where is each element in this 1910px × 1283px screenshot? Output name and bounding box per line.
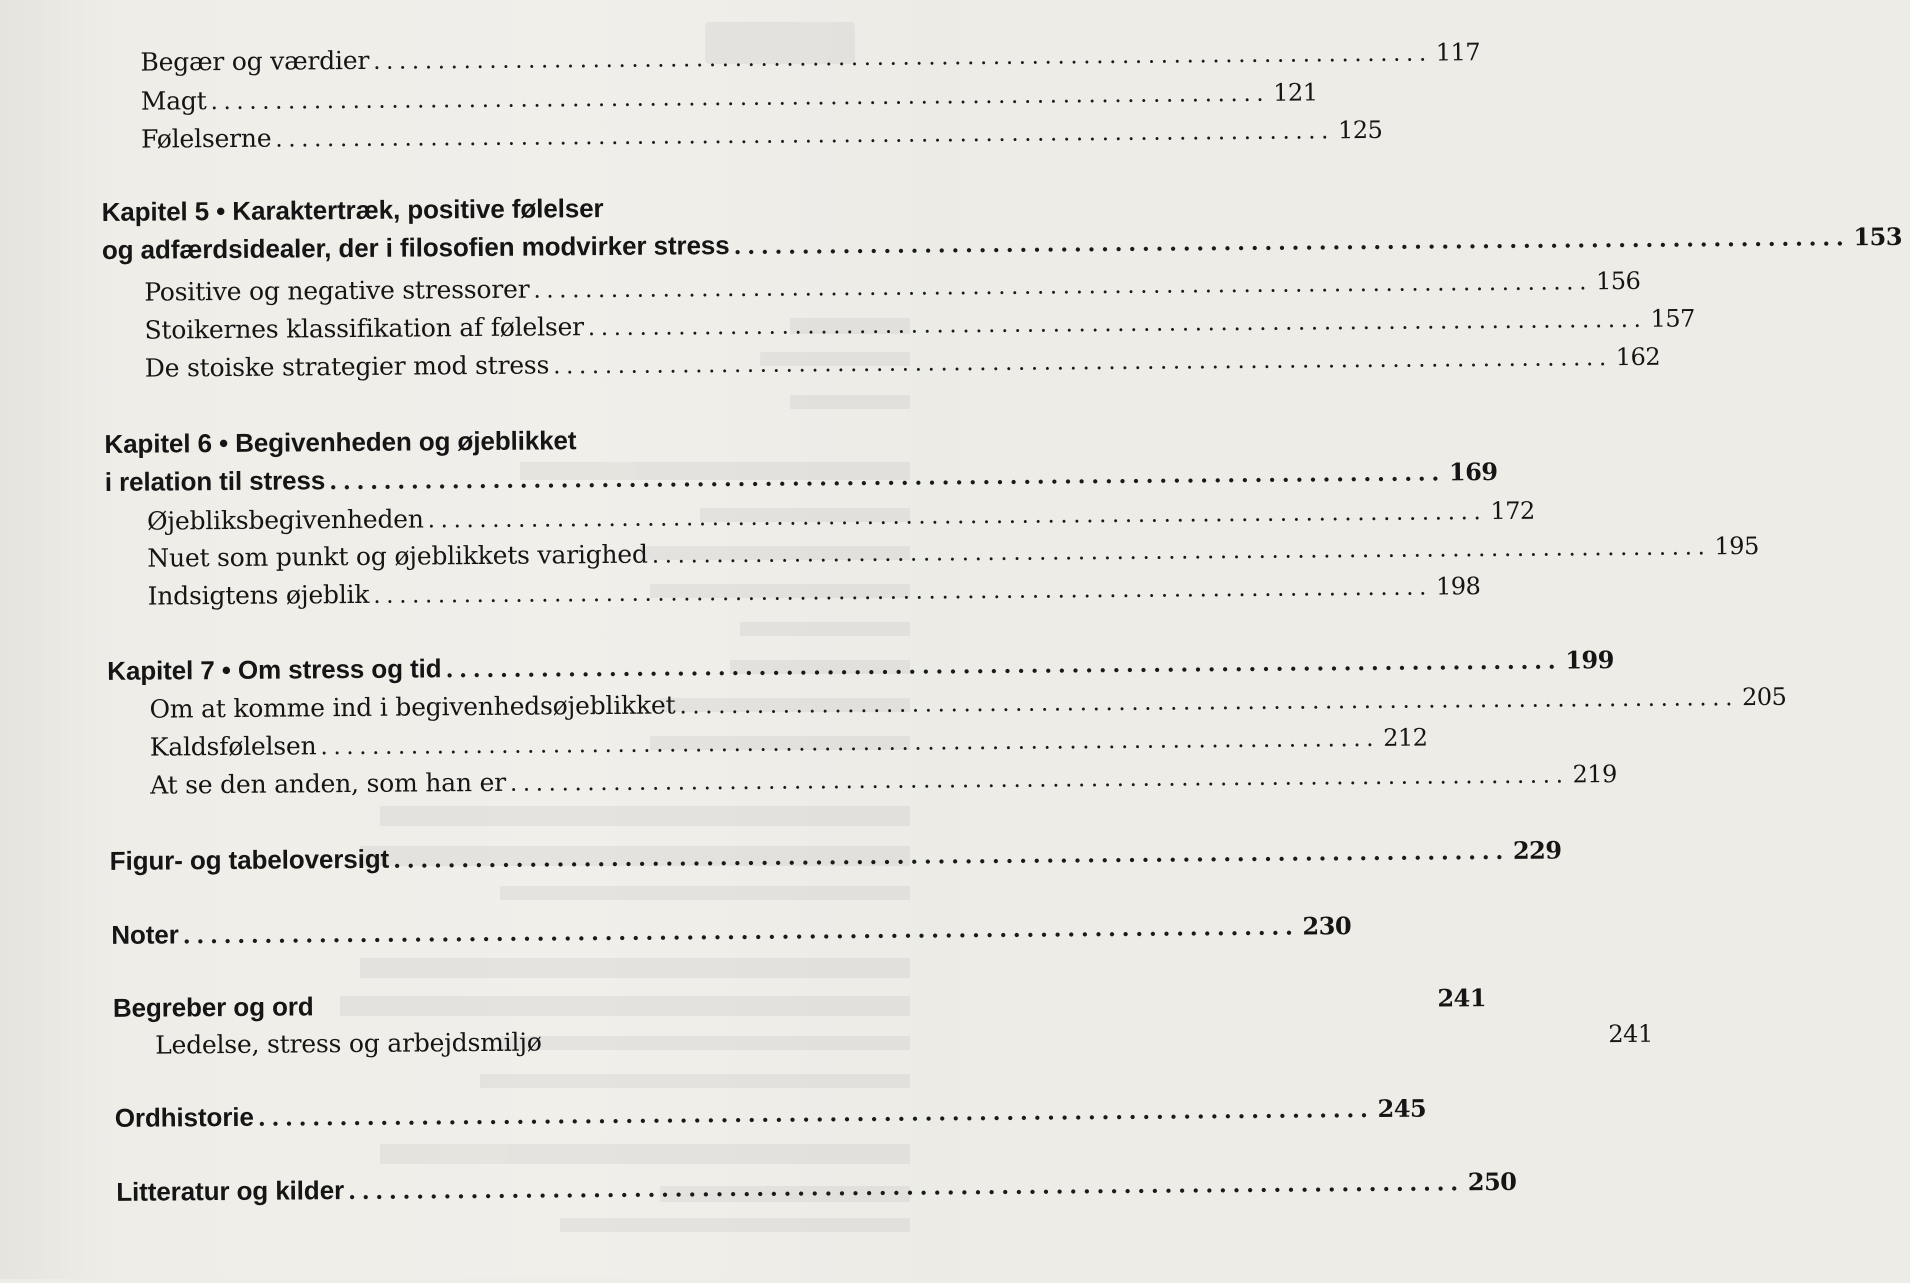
chapter-page: 169 <box>1448 457 1498 487</box>
toc-entry-page: 205 <box>1741 682 1787 712</box>
toc-entry-page: 212 <box>1383 723 1428 752</box>
toc-entry[interactable] <box>146 496 1535 536</box>
chapter-page: 153 <box>1853 221 1903 252</box>
toc-entry[interactable] <box>144 342 1661 383</box>
section-heading: Ordhistorie <box>114 1101 254 1133</box>
section-page: 250 <box>1467 1166 1517 1197</box>
toc-entry-page: 121 <box>1273 78 1318 107</box>
dot-leader: .................................................................................. <box>651 534 1711 569</box>
dot-leader: .................................................................................. <box>329 459 1446 496</box>
toc-entry-title: Indsigtens øjeblik <box>147 579 370 611</box>
section-heading-entry[interactable] <box>112 983 1487 1024</box>
dot-leader: .................................................................................. <box>393 837 1510 874</box>
toc-entry[interactable] <box>149 723 1428 762</box>
section-page: 245 <box>1377 1093 1427 1123</box>
dot-leader: .................................................................................. <box>373 574 1433 609</box>
toc-entry-title: Positive og negative stressorer <box>144 274 530 307</box>
dot-leader: .................................................................................. <box>553 345 1612 380</box>
chapter-heading: Kapitel 5 • Karaktertræk, positive følelser <box>101 193 604 227</box>
toc-entry[interactable] <box>150 760 1617 800</box>
section-page: 241 <box>1437 983 1487 1013</box>
section-heading: Figur- og tabeloversigt <box>109 843 390 876</box>
chapter-heading-line: i relation til stress <box>104 465 326 497</box>
dot-leader: .................................................................................. <box>257 1095 1374 1132</box>
section-heading-entry[interactable] <box>114 1093 1427 1134</box>
chapter-heading-line: og adfærdsidealer, der i filosofien modvirker stress <box>101 230 730 265</box>
chapter-page: 199 <box>1565 645 1615 675</box>
dot-leader: .................................................................................. <box>679 685 1739 720</box>
chapter-heading: Kapitel 6 • Begivenheden og øjeblikket <box>104 425 577 459</box>
toc-entry[interactable] <box>140 38 1481 77</box>
section-heading: Litteratur og kilder <box>116 1175 345 1207</box>
dot-leader: .................................................................................. <box>445 647 1562 684</box>
toc-entry[interactable] <box>140 78 1318 116</box>
toc-entry-page: 157 <box>1650 304 1695 333</box>
section-heading: Noter <box>111 919 179 950</box>
dot-leader: .................................................................................. <box>210 80 1270 116</box>
dot-leader: .................................................................................. <box>733 224 1850 260</box>
chapter-heading-line: Kapitel 7 • Om stress og tid <box>107 653 442 686</box>
toc-entry-page: 219 <box>1572 760 1617 789</box>
dot-leader: .................................................................................. <box>275 118 1335 153</box>
section-heading-entry[interactable] <box>116 1166 1517 1208</box>
chapter-heading-entry[interactable] <box>107 645 1615 687</box>
dot-leader: .................................................................................. <box>373 40 1432 75</box>
toc-entry-title: Følelserne <box>140 123 272 154</box>
section-heading-entry[interactable] <box>111 911 1352 951</box>
section-heading-entry[interactable] <box>109 835 1562 877</box>
toc-entry-title: Om at komme ind i begivenhedsøjeblikket <box>149 690 676 724</box>
dot-leader: .................................................................................. <box>320 725 1380 761</box>
chapter-heading-entry[interactable] <box>101 221 1903 266</box>
section-heading: Begreber og ord <box>112 991 314 1023</box>
toc-entry-page: 241 <box>1608 1019 1653 1049</box>
toc-entry-page: 198 <box>1435 572 1481 601</box>
toc-entry-title: De stoiske strategier mod stress <box>144 350 550 383</box>
toc-entry[interactable] <box>147 531 1759 573</box>
dot-leader: .................................................................................. <box>509 762 1569 797</box>
toc-entry-title: Nuet som punkt og øjeblikkets varighed <box>147 539 648 573</box>
toc-entry[interactable] <box>144 266 1641 307</box>
toc-entry-title: Magt <box>140 86 207 116</box>
toc-entry-title: Ledelse, stress og arbejdsmiljø <box>155 1027 542 1060</box>
toc-entry-title: Kaldsfølelsen <box>149 731 317 762</box>
toc-entry-page: 162 <box>1615 342 1661 372</box>
toc-entry-title: At se den anden, som han er <box>150 767 507 800</box>
dot-leader: .................................................................................. <box>533 269 1593 304</box>
toc-entry[interactable] <box>149 682 1787 724</box>
dot-leader: .................................................................................. <box>347 1169 1464 1206</box>
toc-entry[interactable] <box>147 572 1481 611</box>
section-page: 229 <box>1512 835 1562 865</box>
toc-entry-page: 156 <box>1595 266 1641 296</box>
toc-entry-page: 172 <box>1490 496 1535 526</box>
chapter-heading-entry[interactable] <box>104 457 1498 498</box>
dot-leader: .................................................................................. <box>182 913 1299 950</box>
toc-entry-page: 117 <box>1435 38 1481 67</box>
toc-entry[interactable] <box>140 115 1383 154</box>
toc-entry[interactable] <box>155 1019 1653 1060</box>
section-page: 230 <box>1302 911 1352 941</box>
dot-leader: .................................................................................. <box>587 306 1647 342</box>
toc-entry-title: Øjebliksbegivenheden <box>146 504 424 536</box>
toc-entry-page: 125 <box>1337 115 1383 145</box>
toc-entry[interactable] <box>144 304 1695 345</box>
toc-entry-title: Begær og værdier <box>140 45 370 77</box>
dot-leader: .................................................................................. <box>427 499 1487 534</box>
toc-entry-page: 195 <box>1714 531 1759 561</box>
toc-entry-title: Stoikernes klassifikation af følelser <box>144 312 584 345</box>
